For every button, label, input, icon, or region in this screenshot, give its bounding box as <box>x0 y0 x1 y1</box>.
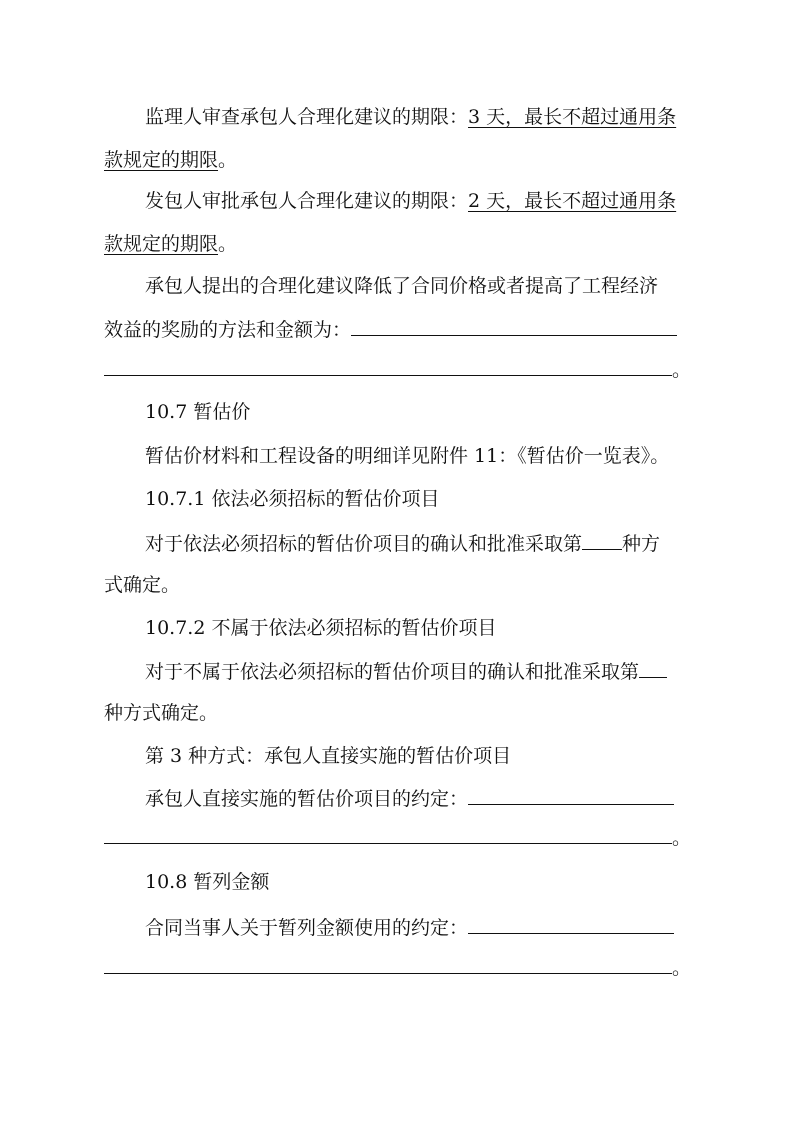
reward-blank-field[interactable] <box>351 316 677 336</box>
section-10-7-1-heading: 10.7.1 依法必须招标的暂估价项目 <box>145 488 440 510</box>
section-10-8-heading: 10.8 暂列金额 <box>145 871 270 893</box>
direct-implementation-paragraph <box>145 785 674 811</box>
method-blank-2[interactable] <box>639 658 667 678</box>
approval-period-paragraph-cont <box>104 231 237 257</box>
provisional-sum-blank-2[interactable] <box>104 954 672 974</box>
reward-blank-line <box>104 356 691 382</box>
method-3-heading: 第 3 种方式：承包人直接实施的暂估价项目 <box>145 745 512 767</box>
period-mark: 。 <box>672 359 692 381</box>
section-10-7-1-text: 对于依法必须招标的暂估价项目的确认和批准采取第 <box>145 533 583 555</box>
provisional-sum-label: 合同当事人关于暂列金额使用的约定： <box>145 917 469 939</box>
period-mark: 。 <box>672 827 692 849</box>
section-10-7-1-text-end: 种方 <box>622 533 661 555</box>
provisional-sum-blank[interactable] <box>468 914 674 934</box>
period-mark: 。 <box>672 957 692 979</box>
review-period-value: 3 天，最长不超过通用条 <box>468 106 677 128</box>
reward-paragraph-cont <box>104 316 677 342</box>
approval-period-paragraph <box>145 188 676 214</box>
provisional-sum-blank-line <box>104 954 691 980</box>
approval-period-label: 发包人审批承包人合理化建议的期限： <box>145 190 469 212</box>
direct-implementation-blank[interactable] <box>468 785 674 805</box>
direct-implementation-blank-2[interactable] <box>104 824 672 844</box>
provisional-sum-paragraph <box>145 914 674 940</box>
approval-period-value: 2 天，最长不超过通用条 <box>468 190 677 212</box>
section-10-7-2-text: 对于不属于依法必须招标的暂估价项目的确认和批准采取第 <box>145 661 640 683</box>
review-period-value-cont: 款规定的期限 <box>104 149 219 171</box>
review-period-label: 监理人审查承包人合理化建议的期限： <box>145 106 469 128</box>
review-period-paragraph-cont <box>104 147 237 173</box>
method-blank-1[interactable] <box>582 530 622 550</box>
section-10-7-1-paragraph <box>145 530 660 556</box>
reward-label: 效益的奖励的方法和金额为： <box>104 319 352 341</box>
direct-implementation-blank-line <box>104 824 691 850</box>
period-mark: 。 <box>218 149 238 171</box>
direct-implementation-label: 承包人直接实施的暂估价项目的约定： <box>145 788 469 810</box>
section-10-7-2-heading: 10.7.2 不属于依法必须招标的暂估价项目 <box>145 617 497 639</box>
reward-text: 承包人提出的合理化建议降低了合同价格或者提高了工程经济 <box>145 275 659 297</box>
provisional-intro: 暂估价材料和工程设备的明细详见附件 11：《暂估价一览表》。 <box>145 445 670 467</box>
section-10-7-1-paragraph-cont: 式确定。 <box>104 574 181 596</box>
approval-period-value-cont: 款规定的期限 <box>104 233 219 255</box>
section-10-7-2-paragraph <box>145 658 667 684</box>
review-period-paragraph <box>145 104 676 130</box>
section-10-7-heading: 10.7 暂估价 <box>145 401 251 423</box>
section-10-7-2-paragraph-cont: 种方式确定。 <box>104 702 219 724</box>
period-mark: 。 <box>218 233 238 255</box>
reward-blank-field-2[interactable] <box>104 356 672 376</box>
reward-paragraph <box>145 273 658 299</box>
